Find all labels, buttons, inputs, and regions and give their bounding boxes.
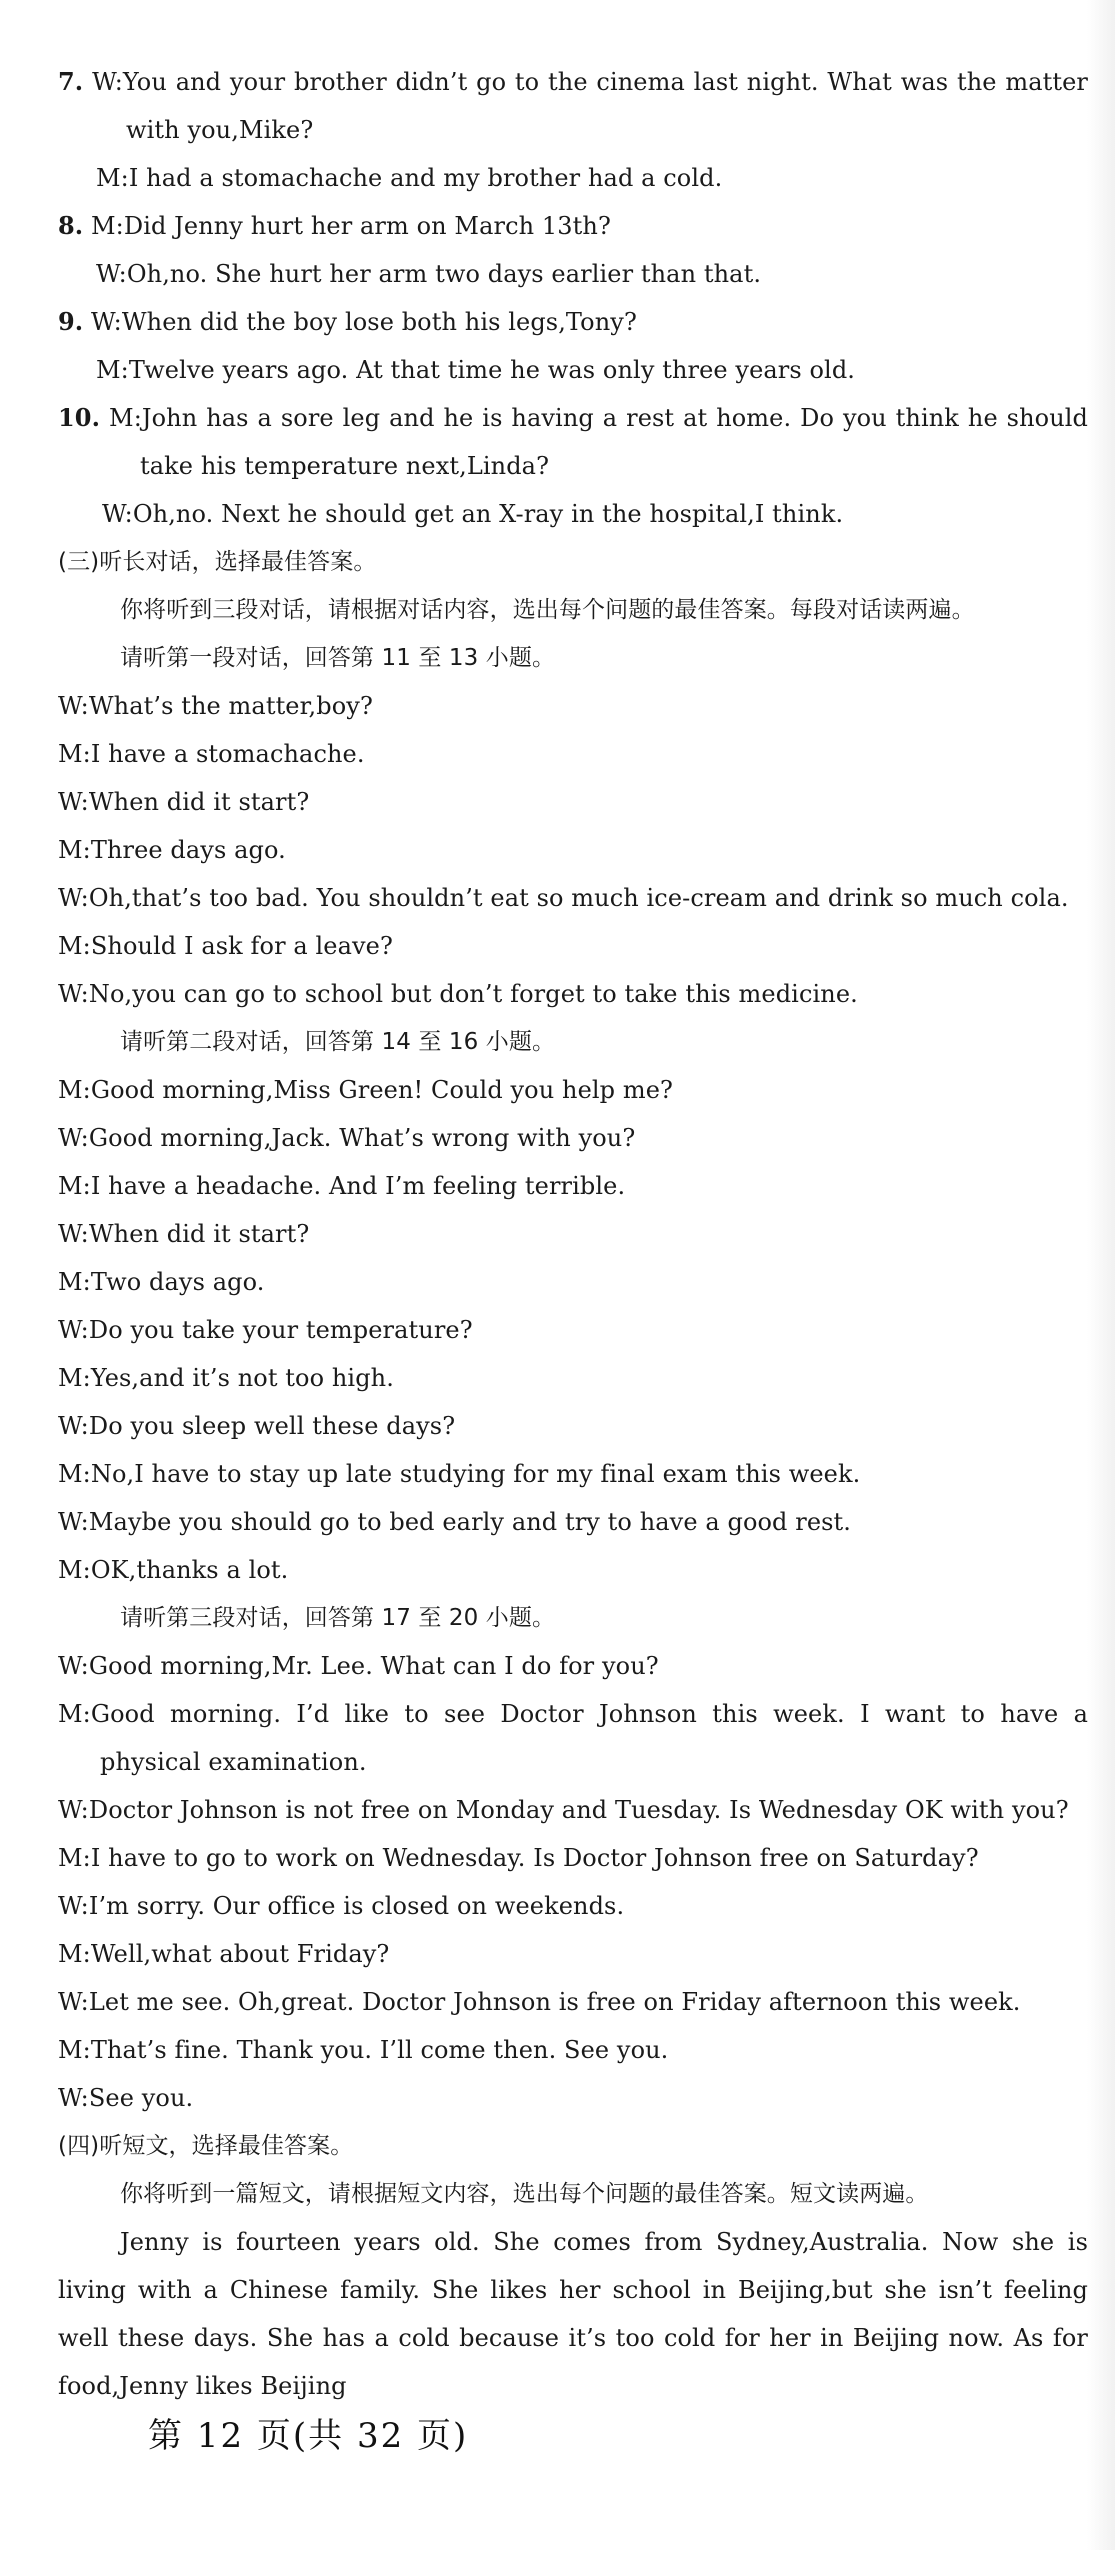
question-text: W:When did the boy lose both his legs,Tony? xyxy=(91,308,637,336)
dialog-line: W:What’s the matter,boy? xyxy=(58,692,373,720)
dialog-2-prompt: 请听第二段对话，回答第 14 至 16 小题。 xyxy=(120,1029,556,1055)
question-9-reply: M:Twelve years ago. At that time he was only three years old. xyxy=(96,356,856,384)
dialog-line: W:Good morning,Jack. What’s wrong with you? xyxy=(58,1124,636,1152)
dialog-line: W:No,you can go to school but don’t forget to take this medicine. xyxy=(58,980,858,1008)
section-4-heading: (四)听短文，选择最佳答案。 xyxy=(58,2133,354,2159)
section-3-heading: (三)听长对话，选择最佳答案。 xyxy=(58,549,377,575)
dialog-line: W:I’m sorry. Our office is closed on weekends. xyxy=(58,1892,625,1920)
dialog-line: W:Let me see. Oh,great. Doctor Johnson is free on Friday afternoon this week. xyxy=(58,1988,1021,2016)
dialog-line: W:Good morning,Mr. Lee. What can I do for you? xyxy=(58,1652,659,1680)
dialog-line: M:Yes,and it’s not too high. xyxy=(58,1364,394,1392)
document-body xyxy=(58,58,1088,2410)
question-text: M:John has a sore leg and he is having a rest at home. Do you think he should take his temperature next,Linda? xyxy=(109,404,1089,480)
question-7-reply: M:I had a stomachache and my brother had a cold. xyxy=(96,164,723,192)
dialog-line: M:OK,thanks a lot. xyxy=(58,1556,289,1584)
section-4-instruction: 你将听到一篇短文，请根据短文内容，选出每个问题的最佳答案。短文读两遍。 xyxy=(120,2181,929,2207)
question-8 xyxy=(58,202,1088,250)
dialog-line: M:Should I ask for a leave? xyxy=(58,932,393,960)
question-number: 7. xyxy=(58,67,84,96)
page-edge-shadow xyxy=(1087,0,1115,2550)
dialog-line: M:I have to go to work on Wednesday. Is Doctor Johnson free on Saturday? xyxy=(58,1844,979,1872)
question-8-reply: W:Oh,no. She hurt her arm two days earlier than that. xyxy=(96,260,762,288)
dialog-line: M:Well,what about Friday? xyxy=(58,1940,390,1968)
dialog-3-prompt: 请听第三段对话，回答第 17 至 20 小题。 xyxy=(120,1605,556,1631)
dialog-line: M:I have a headache. And I’m feeling terrible. xyxy=(58,1172,626,1200)
section-3-instruction: 你将听到三段对话，请根据对话内容，选出每个问题的最佳答案。每段对话读两遍。 xyxy=(120,597,975,623)
question-number: 9. xyxy=(58,307,84,336)
dialog-line: M:Three days ago. xyxy=(58,836,286,864)
dialog-1-prompt: 请听第一段对话，回答第 11 至 13 小题。 xyxy=(120,645,556,671)
question-9 xyxy=(58,298,1088,346)
dialog-line: W:Maybe you should go to bed early and try to have a good rest. xyxy=(58,1508,852,1536)
dialog-line: M:Two days ago. xyxy=(58,1268,265,1296)
dialog-line: W:See you. xyxy=(58,2084,194,2112)
dialog-line: W:Oh,that’s too bad. You shouldn’t eat so much ice-cream and drink so much cola. xyxy=(58,884,1069,912)
question-number: 10. xyxy=(58,403,101,432)
dialog-line: M:Good morning,Miss Green! Could you help me? xyxy=(58,1076,673,1104)
question-10 xyxy=(58,394,1088,490)
question-text: W:You and your brother didn’t go to the cinema last night. What was the matter with you,Mike? xyxy=(92,68,1088,144)
page-number: 第 12 页(共 32 页) xyxy=(148,2416,469,2456)
question-7 xyxy=(58,58,1088,154)
dialog-line: W:When did it start? xyxy=(58,1220,310,1248)
question-10-reply: W:Oh,no. Next he should get an X-ray in the hospital,I think. xyxy=(102,500,844,528)
dialog-line: M:Good morning. I’d like to see Doctor Johnson this week. I want to have a physical examination. xyxy=(58,1700,1088,1776)
dialog-line: M:No,I have to stay up late studying for my final exam this week. xyxy=(58,1460,861,1488)
dialog-line: W:When did it start? xyxy=(58,788,310,816)
question-number: 8. xyxy=(58,211,84,240)
dialog-line: M:That’s fine. Thank you. I’ll come then. See you. xyxy=(58,2036,669,2064)
passage-text: Jenny is fourteen years old. She comes from Sydney,Australia. Now she is living with a Chinese family. She likes her school in Beijing,but she isn’t feeling well these days. She has a cold because it’s too cold for her in Beijing now. As for food,Jenny likes Beijing xyxy=(58,2228,1088,2400)
dialog-line: W:Do you take your temperature? xyxy=(58,1316,473,1344)
dialog-line: W:Do you sleep well these days? xyxy=(58,1412,456,1440)
question-text: M:Did Jenny hurt her arm on March 13th? xyxy=(91,212,611,240)
dialog-line: M:I have a stomachache. xyxy=(58,740,365,768)
dialog-line: W:Doctor Johnson is not free on Monday and Tuesday. Is Wednesday OK with you? xyxy=(58,1796,1069,1824)
